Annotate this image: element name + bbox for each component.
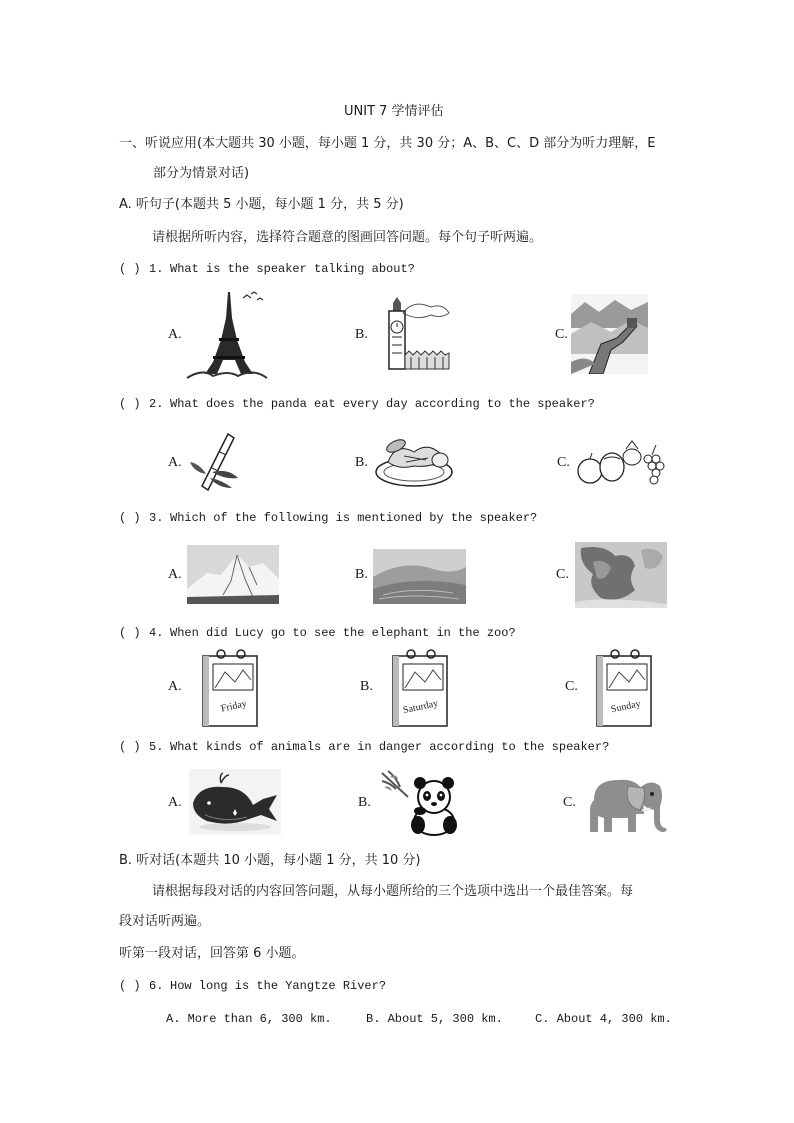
calendar-day-label: Sunday bbox=[610, 698, 642, 716]
option-c[interactable]: C. About 4, 300 km. bbox=[535, 1012, 672, 1026]
question-text: When did Lucy go to see the elephant in the zoo? bbox=[170, 626, 516, 640]
desert-picture[interactable] bbox=[373, 549, 466, 604]
question-number: 6. bbox=[149, 979, 164, 993]
bamboo-picture[interactable] bbox=[188, 428, 242, 492]
question-number: 5. bbox=[149, 740, 164, 754]
option-a-label: A. bbox=[168, 327, 182, 342]
option-a[interactable]: A. More than 6, 300 km. bbox=[166, 1012, 332, 1026]
option-c-label: C. bbox=[565, 679, 578, 694]
part-b-heading: B. 听对话(本题共 10 小题，每小题 1 分，共 10 分) bbox=[119, 853, 421, 868]
option-b-label: B. bbox=[360, 679, 373, 694]
part-b-instruction-cont: 段对话听两遍。 bbox=[119, 914, 211, 929]
answer-blank[interactable]: ( ) bbox=[119, 979, 141, 993]
answer-blank[interactable]: ( ) bbox=[119, 626, 141, 640]
elephant-picture[interactable] bbox=[584, 770, 670, 836]
option-a-label: A. bbox=[168, 795, 182, 810]
great-wall-picture[interactable] bbox=[571, 294, 648, 374]
option-a-label: A. bbox=[168, 455, 182, 470]
part-b-instruction: 请根据每段对话的内容回答问题，从每小题所给的三个选项中选出一个最佳答案。每 bbox=[152, 884, 634, 899]
question-number: 3. bbox=[149, 511, 164, 525]
big-ben-picture[interactable] bbox=[383, 297, 451, 373]
question-text: Which of the following is mentioned by the speaker? bbox=[170, 511, 538, 525]
option-b-label: B. bbox=[355, 455, 368, 470]
question-number: 4. bbox=[149, 626, 164, 640]
calendar-saturday-icon[interactable] bbox=[389, 648, 451, 728]
page-title: UNIT 7 学情评估 bbox=[344, 104, 444, 119]
panda-picture[interactable] bbox=[378, 767, 464, 837]
calendar-sunday-icon[interactable] bbox=[593, 648, 655, 728]
option-b-label: B. bbox=[358, 795, 371, 810]
fruits-picture[interactable] bbox=[576, 437, 668, 487]
section-heading: 一、听说应用(本大题共 30 小题，每小题 1 分，共 30 分；A、B、C、D 部分为听力理解，E bbox=[119, 136, 656, 151]
part-a-heading: A. 听句子(本题共 5 小题，每小题 1 分，共 5 分) bbox=[119, 197, 404, 212]
answer-blank[interactable]: ( ) bbox=[119, 262, 141, 276]
calendar-friday-icon[interactable] bbox=[199, 648, 261, 728]
section-heading-cont: 部分为情景对话) bbox=[153, 166, 250, 181]
option-c-label: C. bbox=[563, 795, 576, 810]
question-number: 1. bbox=[149, 262, 164, 276]
answer-blank[interactable]: ( ) bbox=[119, 740, 141, 754]
question-text: What is the speaker talking about? bbox=[170, 262, 415, 276]
snowy-mountain-picture[interactable] bbox=[187, 545, 279, 604]
eiffel-tower-picture[interactable] bbox=[183, 288, 269, 382]
option-c-label: C. bbox=[556, 567, 569, 582]
option-b-label: B. bbox=[355, 567, 368, 582]
option-a-label: A. bbox=[168, 567, 182, 582]
question-text: What does the panda eat every day according to the speaker? bbox=[170, 397, 595, 411]
lake-map-picture[interactable] bbox=[575, 542, 667, 608]
calendar-day-label: Friday bbox=[219, 698, 248, 715]
question-text: What kinds of animals are in danger according to the speaker? bbox=[170, 740, 610, 754]
whale-picture[interactable] bbox=[189, 769, 281, 835]
part-a-instruction: 请根据所听内容，选择符合题意的图画回答问题。每个句子听两遍。 bbox=[152, 230, 543, 245]
option-c-label: C. bbox=[555, 327, 568, 342]
option-a-label: A. bbox=[168, 679, 182, 694]
dialog-heading: 听第一段对话，回答第 6 小题。 bbox=[119, 946, 305, 961]
answer-blank[interactable]: ( ) bbox=[119, 397, 141, 411]
question-text: How long is the Yangtze River? bbox=[170, 979, 387, 993]
option-c-label: C. bbox=[557, 455, 570, 470]
plate-of-food-picture[interactable] bbox=[374, 432, 456, 492]
question-number: 2. bbox=[149, 397, 164, 411]
option-b-label: B. bbox=[355, 327, 368, 342]
answer-blank[interactable]: ( ) bbox=[119, 511, 141, 525]
calendar-day-label: Saturday bbox=[402, 698, 440, 717]
option-b[interactable]: B. About 5, 300 km. bbox=[366, 1012, 503, 1026]
